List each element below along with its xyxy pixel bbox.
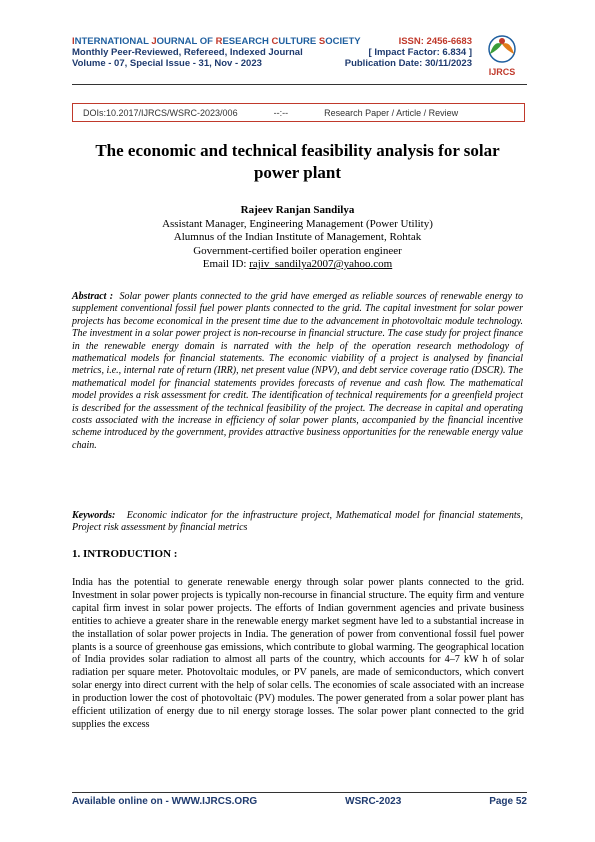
journal-subtitle: Monthly Peer-Reviewed, Refereed, Indexed Journal bbox=[72, 47, 303, 58]
logo-wordmark: IJRCS bbox=[488, 67, 516, 77]
doi: DOIs:10.2017/IJRCS/WSRC-2023/006 bbox=[83, 107, 238, 118]
logo-leaf-left bbox=[490, 43, 502, 54]
footer-divider bbox=[72, 792, 527, 793]
abstract bbox=[72, 291, 523, 452]
affiliation-line: Assistant Manager, Engineering Management (Power Utility) bbox=[162, 217, 433, 230]
header-row-1 bbox=[72, 36, 472, 47]
affiliation-line: Government-certified boiler operation engineer bbox=[193, 244, 402, 257]
header-row-3 bbox=[72, 58, 472, 69]
header-divider bbox=[72, 84, 527, 85]
footer-conference: WSRC-2023 bbox=[345, 796, 402, 807]
keywords bbox=[72, 510, 523, 535]
footer-website: Available online on - WWW.IJRCS.ORG bbox=[72, 796, 258, 807]
page-footer bbox=[72, 796, 527, 807]
author-name: Rajeev Ranjan Sandilya bbox=[240, 204, 355, 216]
abstract-text: Solar power plants connected to the grid have emerged as reliable sources of renewable energy to supplement conventional fossil fuel power plants connected to the grid. The capital investment for solar power projects has become economical in the present time due to the advancement in photovoltaic module technology. The investment in a solar power project is non-recourse in financial structure. The case study for project finance in the renewable energy domain is narrated with the help of the operation research methodology of mathematical models for financial statements. The economic viability of a project is analysed by financial metrics, i.e., internal rate of return (IRR), net present value (NPV), and debt service coverage ratio (DSCR). The mathematical model for financial statements provides forecasts of revenue and cash flow. The mathematical model provides a risk assessment for credit. The identification of technical requirements for a greenfield project is described for the assessment of the technical feasibility of the project. The decrease in capital and operating costs associated with the increase in efficiency of solar power plants, accompanied by the financial incentive scheme introduced by the government, provides attractive business opportunities for the renewable energy value chain. bbox=[72, 291, 523, 451]
publication-date: Publication Date: 30/11/2023 bbox=[344, 58, 472, 69]
doi-separator: --:-- bbox=[273, 107, 289, 118]
introduction-text: India has the potential to generate renewable energy through solar power plants connected to the grid. Investment in solar power projects is typically non-recourse in financial structure. The equity firm and venture capital firm invest in solar power projects. The efforts of Indian government agencies and private business entities to achieve a greater share in the renewable energy market segment have led to a substantial increase in the installation of solar power projects in India. The generation of power from conventional fossil fuel power plants is a source of greenhouse gas emissions, which contribute to global warming. The geographical location of India provides solar radiation to almost all parts of the country, which accounts for 4–7 kW h of solar radiation per square meter. Photovoltaic modules, or PV panels, are made of semiconductors, which convert solar energy into direct current with the help of solar cells. The economies of scale associated with an increase in production lower the cost of photovoltaic (PV) modules. The power generated from a solar power plant has efficient utilization of energy due to nil energy storage losses. The solar power plant connected to the grid supplies the excess bbox=[72, 577, 524, 730]
impact-factor: [ Impact Factor: 6.834 ] bbox=[368, 47, 472, 58]
article-type: Research Paper / Article / Review bbox=[324, 107, 459, 118]
journal-title: INTERNATIONAL JOURNAL OF RESEARCH CULTURE SOCIETY bbox=[72, 36, 361, 47]
logo-dot bbox=[499, 38, 505, 44]
affiliation-line: Alumnus of the Indian Institute of Management, Rohtak bbox=[173, 231, 422, 243]
journal-header bbox=[72, 36, 472, 69]
journal-logo bbox=[478, 32, 526, 78]
doi-bar bbox=[72, 103, 525, 122]
issn: ISSN: 2456-6683 bbox=[398, 36, 472, 47]
abstract-label: Abstract : bbox=[72, 291, 114, 302]
email-line bbox=[72, 258, 523, 272]
section-heading: 1. INTRODUCTION : bbox=[72, 548, 178, 560]
page-number: Page 52 bbox=[489, 796, 527, 807]
logo-leaf-right bbox=[502, 43, 514, 54]
author-block bbox=[72, 204, 523, 272]
email-label: Email ID: bbox=[202, 258, 250, 270]
keywords-label: Keywords: bbox=[72, 510, 116, 521]
email-link[interactable]: rajiv_sandilya2007@yahoo.com bbox=[249, 258, 393, 270]
volume-issue: Volume - 07, Special Issue - 31, Nov - 2023 bbox=[72, 58, 262, 69]
keywords-text: Economic indicator for the infrastructure project, Mathematical model for financial statements, Project risk assessment by financial metrics bbox=[72, 510, 523, 534]
header-row-2 bbox=[72, 47, 472, 58]
paper-title: The economic and technical feasibility analysis for solar power plant bbox=[95, 141, 500, 182]
